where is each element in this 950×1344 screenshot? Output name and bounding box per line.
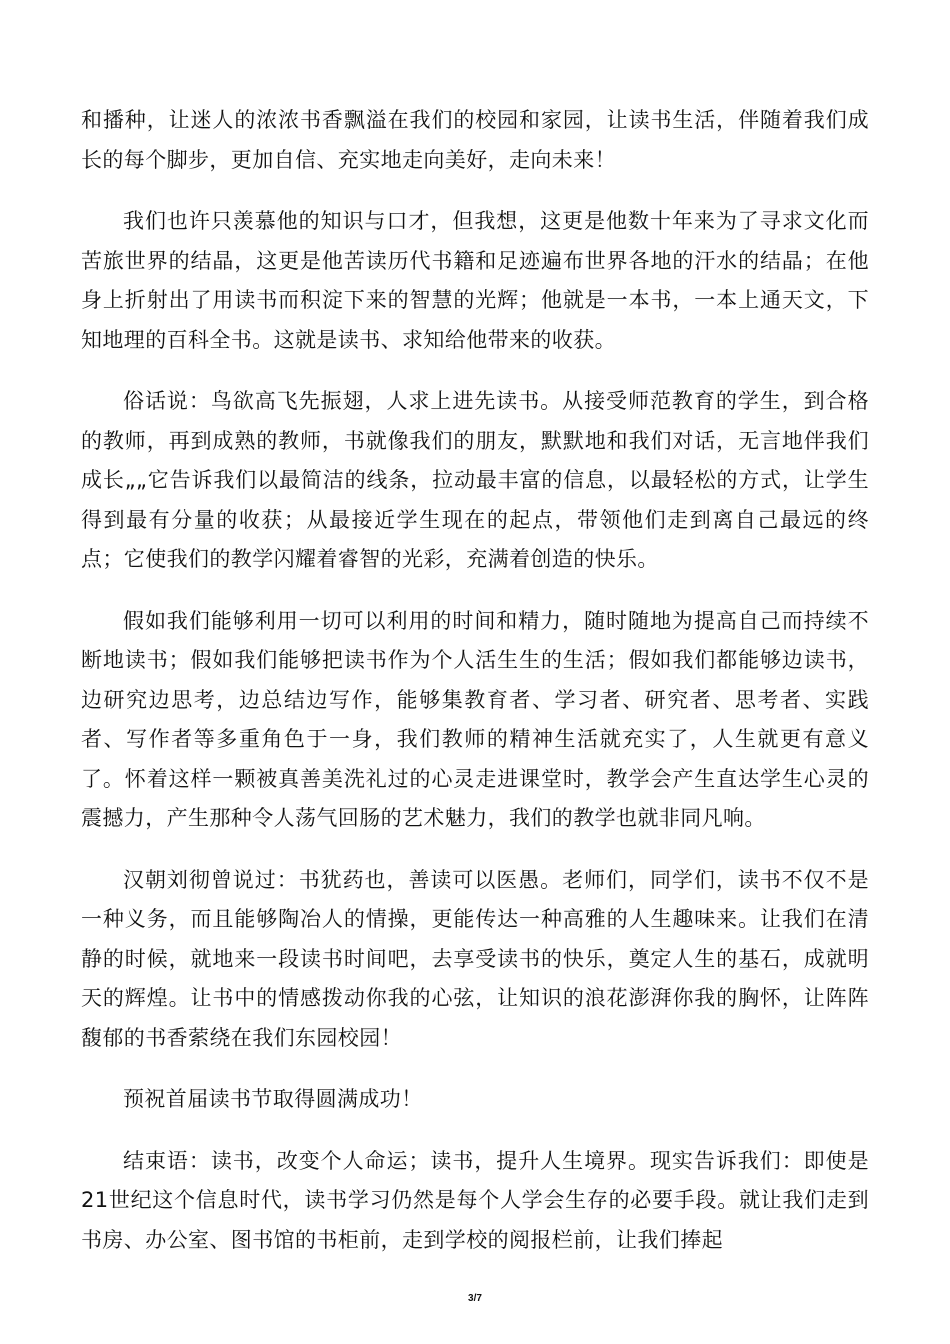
document-body [81, 101, 869, 1282]
page-number: 3/7 [468, 1293, 482, 1304]
paragraph-3: 俗话说：鸟欲高飞先振翅，人求上进先读书。从接受师范教育的学生，到合格的教师，再到成熟的教师，书就像我们的朋友，默默地和我们对话，无言地伴我们成长„„它告诉我们以最简洁的线条，拉动最丰富的信息，以最轻松的方式，让学生得到最有分量的收获；从最接近学生现在的起点，带领他们走到离自己最远的终点；它使我们的教学闪耀着睿智的光彩，充满着创造的快乐。 [81, 389, 869, 571]
paragraph-6: 预祝首届读书节取得圆满成功！ [123, 1087, 423, 1111]
paragraph-5: 汉朝刘彻曾说过：书犹药也，善读可以医愚。老师们，同学们，读书不仅不是一种义务，而且能够陶冶人的情操，更能传达一种高雅的人生趣味来。让我们在清静的时候，就地来一段读书时间吧，去享受读书的快乐，奠定人生的基石，成就明天的辉煌。让书中的情感拨动你我的心弦，让知识的浪花澎湃你我的胸怀，让阵阵馥郁的书香萦绕在我们东园校园！ [81, 867, 869, 1050]
paragraph-7: 结束语：读书，改变个人命运；读书，提升人生境界。现实告诉我们：即使是21世纪这个信息时代，读书学习仍然是每个人学会生存的必要手段。就让我们走到书房、办公室、图书馆的书柜前，走到学校的阅报栏前，让我们捧起 [81, 1148, 869, 1252]
paragraph-1: 和播种，让迷人的浓浓书香飘溢在我们的校园和家园，让读书生活，伴随着我们成长的每个脚步，更加自信、充实地走向美好，走向未来！ [81, 108, 869, 172]
paragraph-2: 我们也许只羡慕他的知识与口才，但我想，这更是他数十年来为了寻求文化而苦旅世界的结晶，这更是他苦读历代书籍和足迹遍布世界各地的汗水的结晶；在他身上折射出了用读书而积淀下来的智慧的光辉；他就是一本书，一本上通天文，下知地理的百科全书。这就是读书、求知给他带来的收获。 [81, 209, 869, 352]
paragraph-4: 假如我们能够利用一切可以利用的时间和精力，随时随地为提高自己而持续不断地读书；假如我们能够把读书作为个人活生生的生活；假如我们都能够边读书，边研究边思考，边总结边写作，能够集教育者、学习者、研究者、思考者、实践者、写作者等多重角色于一身，我们教师的精神生活就充实了，人生就更有意义了。怀着这样一颗被真善美洗礼过的心灵走进课堂时，教学会产生直达学生心灵的震撼力，产生那种令人荡气回肠的艺术魅力，我们的教学也就非同凡响。 [81, 608, 869, 830]
